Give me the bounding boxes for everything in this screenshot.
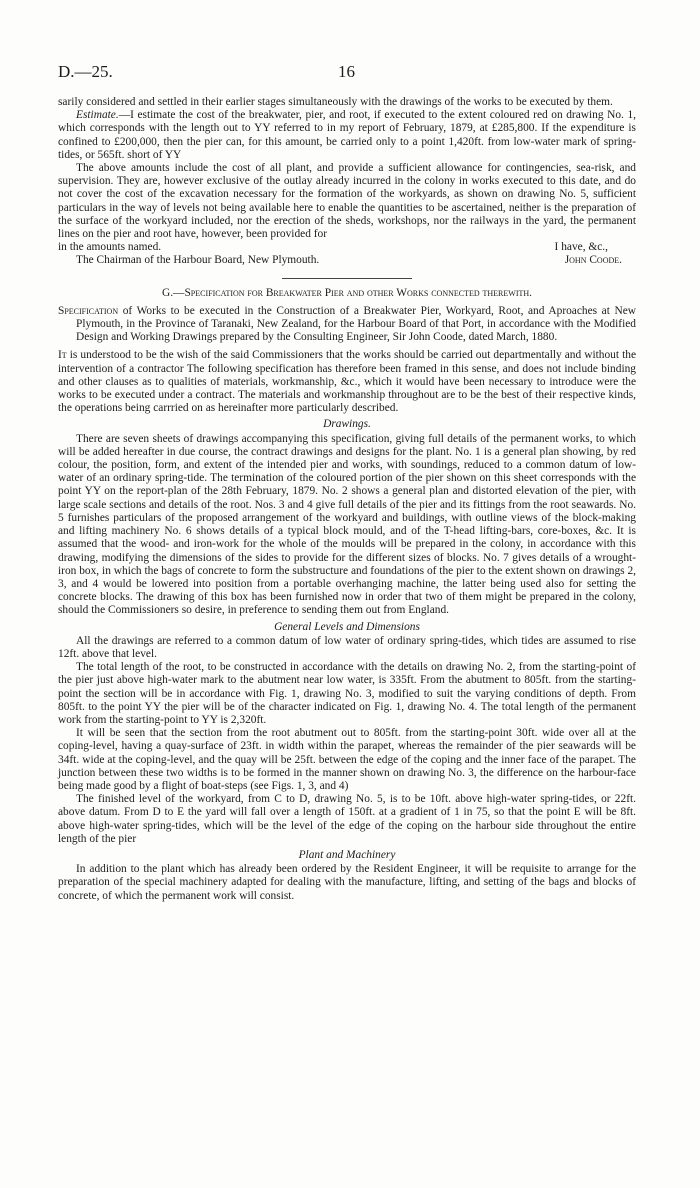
- signature: John Coode.: [564, 254, 622, 267]
- drawings-heading: Drawings.: [323, 418, 371, 431]
- specification-intro-label: Specification: [58, 304, 119, 317]
- amounts-paragraph: The above amounts include the cost of all plant, and provide a sufficient allowance for contingencies, sea-risk, and supervision. They are, however exclusive of the outlay already incurred in the colony in works executed to this date, and do not cover the cost of the excavation necessary for the formation of the workyards, as shown on drawing No. 5, sufficient particulars in the way of levels not being available here to enable the quantities to be ascertained, neither is the preparation of the surface of the workyard included, nor the erection of the sheds, workshops, nor the railways in the yard, the permanent lines on the pier and root have, however, been provided for: [58, 162, 636, 241]
- letter-paragraph-continuation: sarily considered and settled in their earlier stages simultaneously with the drawings of the works to be executed by them.: [58, 96, 613, 108]
- page-reference: D.—25.: [58, 62, 113, 81]
- estimate-label: Estimate.: [76, 109, 119, 122]
- closing-salutation: I have, &c.,: [554, 241, 608, 254]
- page-number: 16: [338, 62, 355, 81]
- levels-heading: General Levels and Dimensions: [274, 620, 420, 633]
- understood-text: is understood to be the wish of the said Commissioners that the works should be carried out departmentally and without the intervention of a contractor The following specification has therefore been framed in this sense, and does not include binding and other clauses as to qualities of materials, workmanship, &c., which it would have been necessary to introduce were the works to be executed under a contract. The materials and workmanship throughout are to be the best of their respective kinds, the operations being carrried on as hereinafter more particularly described.: [58, 349, 636, 415]
- addressee: The Chairman of the Harbour Board, New Plymouth.: [76, 254, 320, 267]
- levels-paragraph-4: The finished level of the workyard, from C to D, drawing No. 5, is to be 10ft. above high-water spring-tides, or 22ft. above datum. From D to E the yard will fall over a length of 150ft. at a gradient of 1 in 75, so that the point E will be 8ft. above high-water spring-tides, which will be the level of the edge of the coping on the harbour side throughout the entire length of the pier: [58, 793, 636, 845]
- estimate-text: —I estimate the cost of the breakwater, pier, and root, if executed to the extent coloured red on drawing No. 1, which corresponds with the length out to YY referred to in my report of February, 1879, at £285,800. If the expenditure is confined to £200,000, then the pier can, for this amount, be carried only to a point 1,420ft. from low-water mark of spring-tides, or 565ft. short of YY: [58, 109, 636, 161]
- amounts-paragraph-end: in the amounts named.: [58, 241, 162, 254]
- levels-paragraph-2: The total length of the root, to be constructed in accordance with the details on drawing No. 2, from the starting-point of the pier just above high-water mark to the abutment near low water, is 335ft. From the abutment to 805ft. from the starting-point the section will be in accordance with Fig. 1, drawing No. 3, modified to suit the varying conditions of depth. From 805ft. to the point YY the pier will be of the character indicated on Fig. 1, drawing No. 4. The total length of the permanent work from the starting-point to YY is 2,320ft.: [58, 661, 636, 726]
- drawings-paragraph: There are seven sheets of drawings accompanying this specification, giving full details of the permanent works, to which will be added hereafter in due course, the contract drawings and designs for the plant. No. 1 is a general plan showing, by red colour, the position, form, and extent of the intended pier and works, with soundings, reduced to a common datum of low-water of an ordinary spring-tide. The termination of the coloured portion of the pier shown on this sheet corresponds with the point YY on the report-plan of the 28th February, 1879. No. 2 shows a general plan and distorted elevation of the pier, with large scale sections and details of the root. Nos. 3 and 4 give full details of the pier and its fittings from the root seawards. No. 5 furnishes particulars of the proposed arrangement of the workyard and buildings, with outline views of the block-making and lifting machinery No. 6 shows details of a typical block mould, and of the T-head lifting-bars, core-boxes, &c. It is assumed that the wood- and iron-work for the whole of the moulds will be prepared in the colony, in accordance with this drawing, modifying the dimensions of the sides to provide for the different sizes of blocks. No. 7 gives details of a wrought-iron box, in which the bags of concrete to form the substructure and foundations of the pier to the extent shown on drawings 2, 3, and 4 would be lowered into position from a portable overhanging machine, the latter being used also for setting the concrete blocks. The drawing of this box has been furnished now in order that two of them might be prepared in the colony, should the Commissioners so desire, in preference to sending them out from England.: [58, 432, 636, 617]
- plant-paragraph: In addition to the plant which has already been ordered by the Resident Engineer, it will be requisite to arrange for the preparation of the special machinery adapted for dealing with the manufacture, lifting, and setting of the bags and blocks of concrete, of which the permanent work will consist.: [58, 863, 636, 902]
- specification-title: G.—Specification for Breakwater Pier and other Works connected therewith.: [161, 286, 532, 299]
- understood-label: It: [58, 349, 67, 362]
- page-header: [58, 62, 638, 86]
- understood-paragraph: [58, 349, 636, 415]
- section-divider: [282, 278, 412, 279]
- plant-heading: Plant and Machinery: [298, 848, 396, 861]
- specification-intro-text: of Works to be executed in the Construction of a Breakwater Pier, Workyard, Root, and Aproaches at New Plymouth, in the Province of Taranaki, New Zealand, for the Harbour Board of that Port, in accordance with the Modified Design and Working Drawings prepared by the Consulting Engineer, Sir John Coode, dated March, 1880.: [76, 304, 636, 344]
- estimate-paragraph: [58, 109, 636, 162]
- closing-row: [58, 241, 636, 254]
- page-body: [58, 96, 636, 903]
- specification-intro: [58, 305, 636, 345]
- levels-paragraph-1: All the drawings are referred to a common datum of low water of ordinary spring-tides, which tides are assumed to rise 12ft. above that level.: [58, 634, 636, 660]
- levels-paragraph-3: It will be seen that the section from the root abutment out to 805ft. from the starting-point 30ft. wide over all at the coping-level, having a quay-surface of 23ft. in width within the parapet, whereas the remainder of the pier seawards will be 34ft. wide at the coping-level, and the quay will be 25ft. between the edge of the coping and the inner face of the parapet. The junction between these two widths is to be formed in the manner shown on drawing No. 3, the difference on the harbour-face being made good by a flight of boat-steps (see Figs. 1, 3, and 4): [58, 727, 636, 792]
- signature-row: [58, 254, 636, 267]
